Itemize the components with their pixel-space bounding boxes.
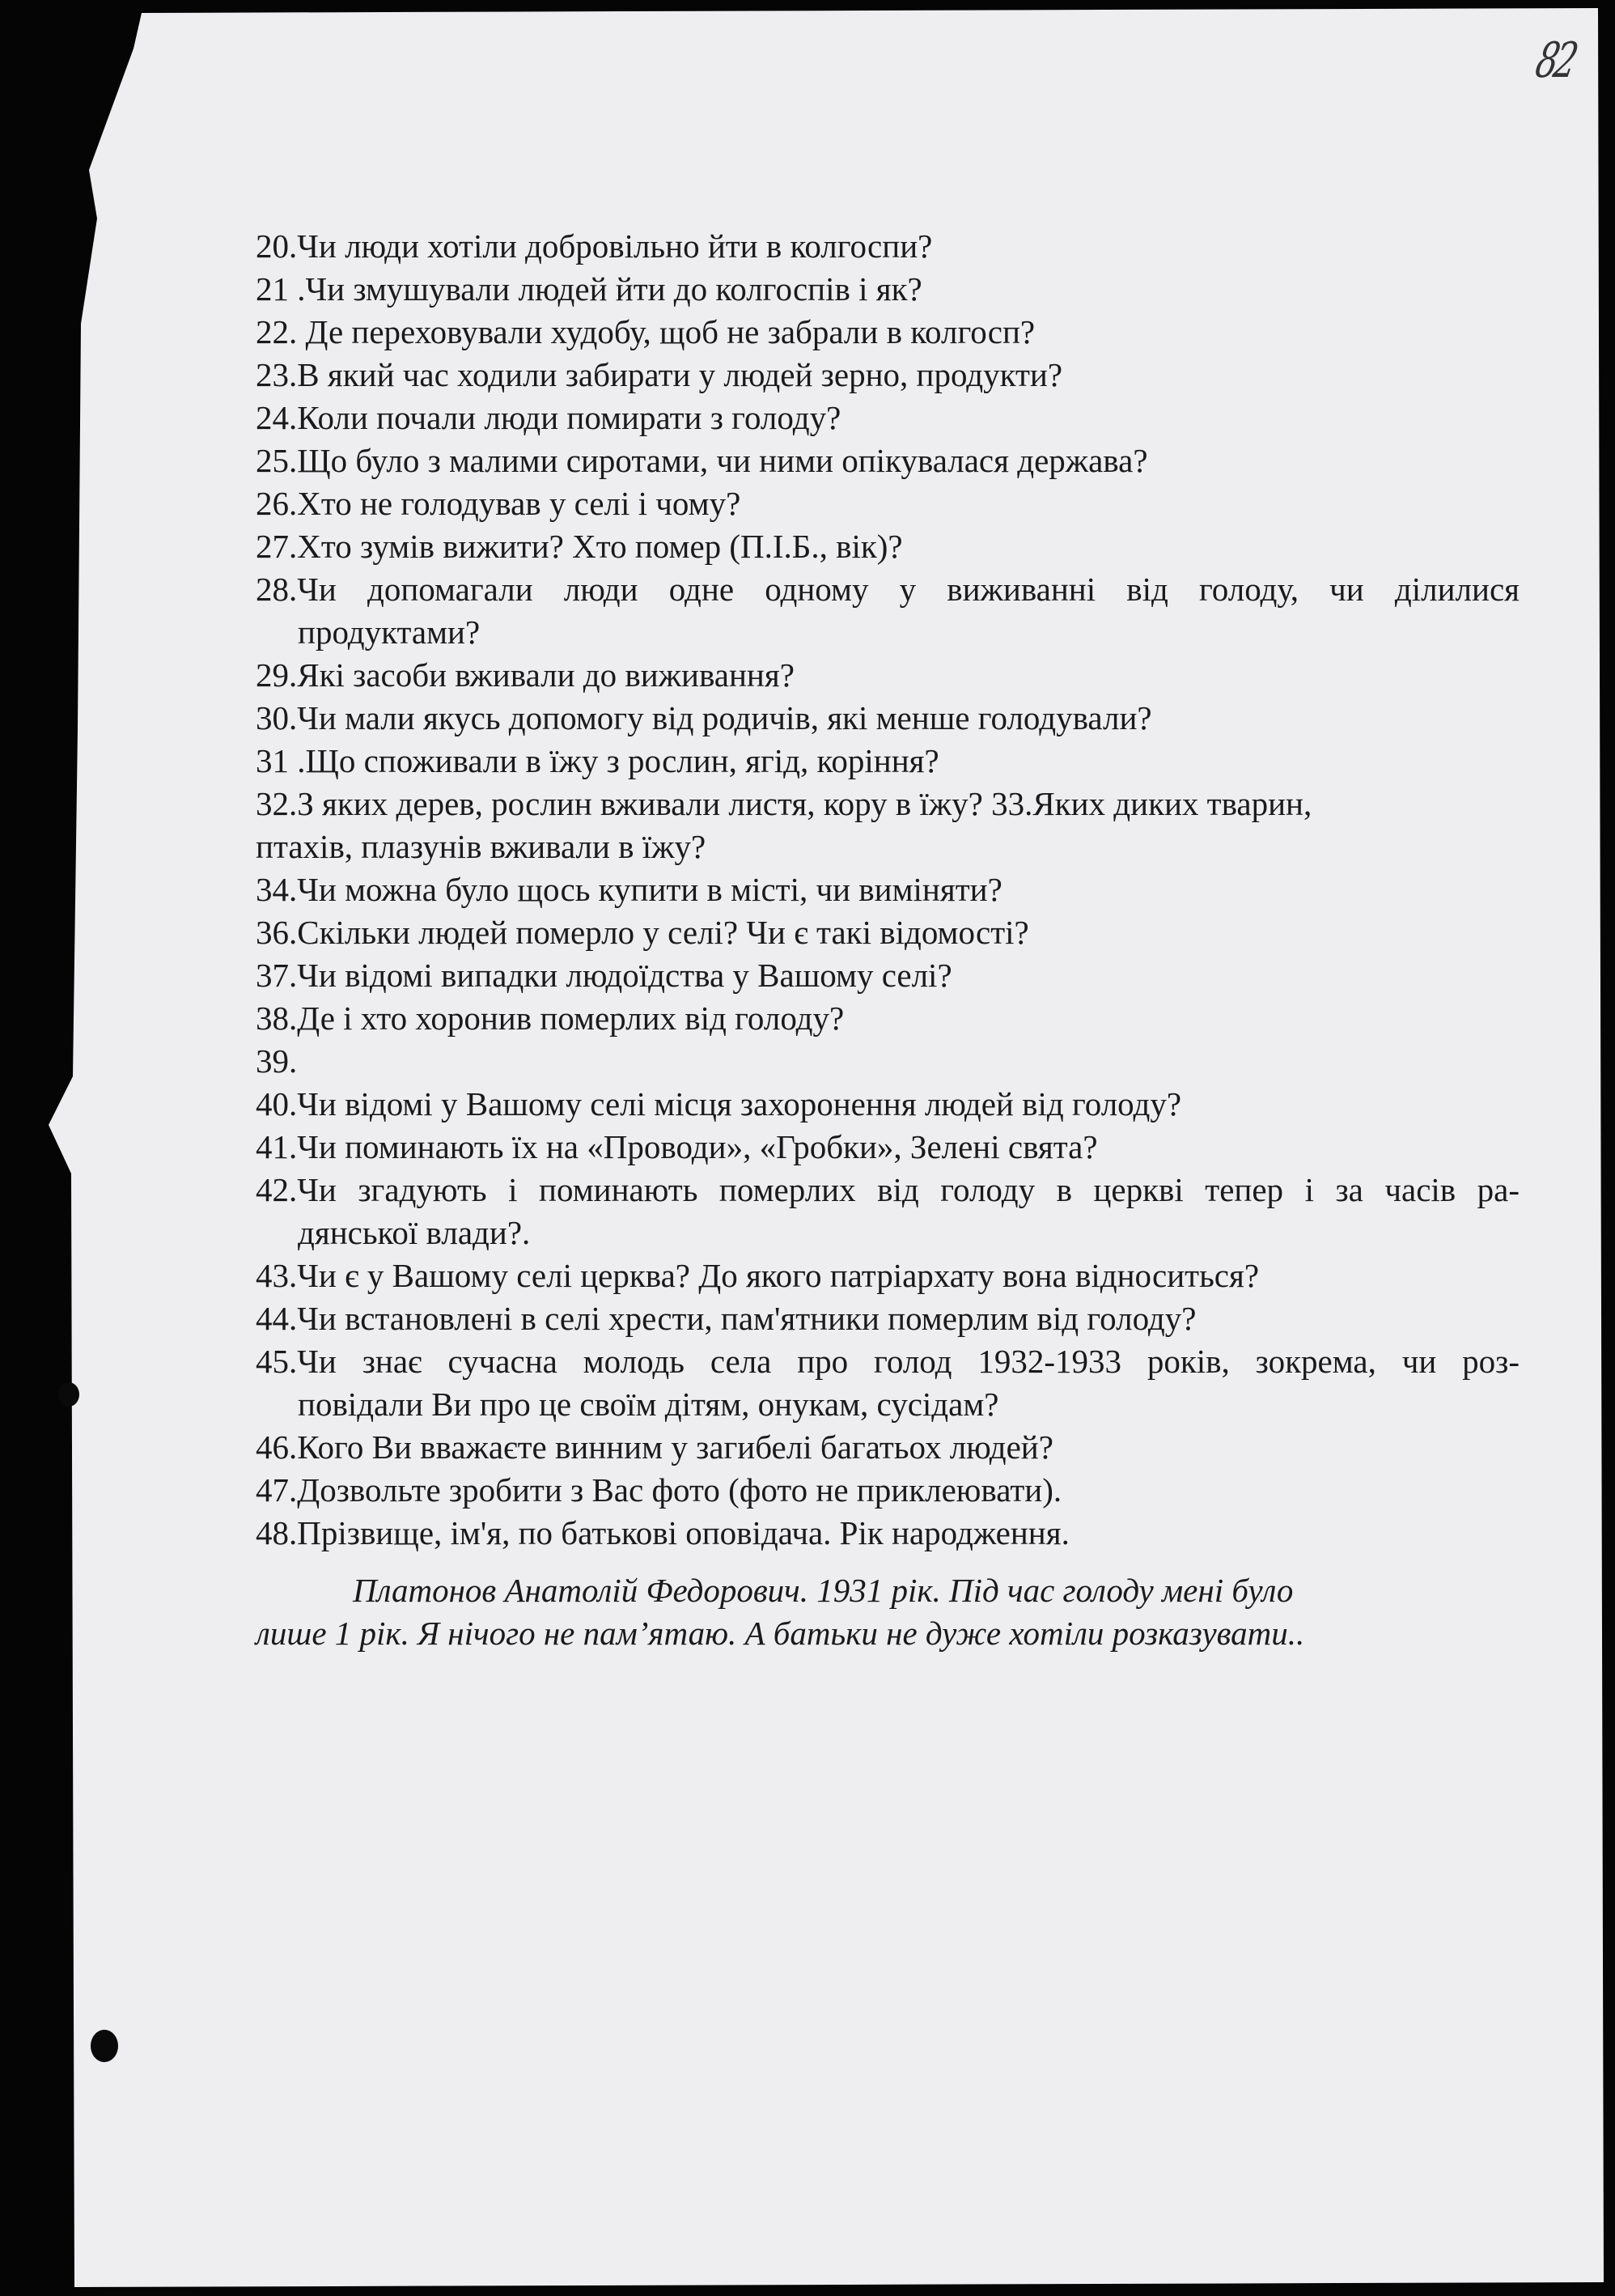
question-item bbox=[256, 997, 1520, 1040]
punch-hole bbox=[58, 1382, 79, 1407]
question-item bbox=[256, 697, 1520, 740]
question-text: 24.Коли почали люди помирати з голоду? bbox=[256, 399, 841, 436]
question-text-continuation: повідали Ви про це своїм дітям, онукам, сусідам? bbox=[298, 1386, 999, 1423]
question-text: 47.Дозвольте зробити з Вас фото (фото не приклеювати). bbox=[256, 1471, 1062, 1509]
question-text: 26.Хто не голодував у селі і чому? bbox=[256, 485, 741, 522]
question-text: 21 .Чи змушували людей йти до колгоспів і як? bbox=[256, 270, 922, 308]
question-text: 39. bbox=[256, 1042, 298, 1080]
questionnaire bbox=[256, 225, 1520, 1655]
question-text-continuation: птахів, плазунів вживали в їжу? bbox=[256, 828, 706, 865]
question-text: 25.Що було з малими сиротами, чи ними опікувалася держава? bbox=[256, 442, 1148, 479]
question-text: 37.Чи відомі випадки людоїдства у Вашому селі? bbox=[256, 957, 952, 994]
question-item bbox=[256, 1340, 1520, 1426]
question-item bbox=[256, 783, 1520, 868]
answer-line: лише 1 рік. Я нічого не пам’ятаю. А батьки не дуже хотіли розказувати.. bbox=[256, 1615, 1305, 1652]
question-text: 41.Чи поминають їх на «Проводи», «Гробки», Зелені свята? bbox=[256, 1128, 1098, 1165]
question-text: 27.Хто зумів вижити? Хто помер (П.І.Б., вік)? bbox=[256, 528, 903, 565]
question-item bbox=[256, 1426, 1520, 1469]
question-text-continuation: продуктами? bbox=[298, 613, 481, 651]
question-item bbox=[256, 482, 1520, 525]
question-item bbox=[256, 954, 1520, 997]
question-text: 44.Чи встановлені в селі хрести, пам'ятники померлим від голоду? bbox=[256, 1300, 1197, 1337]
question-text: 40.Чи відомі у Вашому селі місця захоронення людей від голоду? bbox=[256, 1085, 1182, 1123]
question-text: 43.Чи є у Вашому селі церква? До якого патріархату вона відноситься? bbox=[256, 1257, 1260, 1294]
question-item bbox=[256, 868, 1520, 911]
answer-line: Платонов Анатолій Федорович. 1931 рік. Під час голоду мені було bbox=[353, 1572, 1294, 1609]
question-item bbox=[256, 225, 1520, 268]
question-text: 31 .Що споживали в їжу з рослин, ягід, коріння? bbox=[256, 742, 939, 779]
question-text: 32.З яких дерев, рослин вживали листя, кору в їжу? 33.Яких диких тварин, bbox=[256, 785, 1312, 822]
narrator-answer bbox=[256, 1569, 1520, 1655]
question-item bbox=[256, 525, 1520, 568]
question-item bbox=[256, 1297, 1520, 1340]
question-text: 23.В який час ходили забирати у людей зерно, продукти? bbox=[256, 356, 1063, 393]
question-item bbox=[256, 1040, 1520, 1083]
question-text: 45.Чи знає сучасна молодь села про голод 1932-1933 років, зокрема, чи роз- bbox=[256, 1343, 1520, 1380]
question-item bbox=[256, 354, 1520, 397]
question-text: 48.Прізвище, ім'я, по батькові оповідача. Рік народження. bbox=[256, 1514, 1070, 1551]
question-item bbox=[256, 311, 1520, 354]
question-text: 38.Де і хто хоронив померлих від голоду? bbox=[256, 999, 845, 1037]
question-text: 20.Чи люди хотіли добровільно йти в колгоспи? bbox=[256, 227, 933, 265]
question-text-continuation: дянської влади?. bbox=[298, 1214, 531, 1251]
question-item bbox=[256, 268, 1520, 311]
question-item bbox=[256, 1512, 1520, 1555]
question-item bbox=[256, 1254, 1520, 1297]
punch-hole bbox=[91, 2030, 118, 2062]
question-item bbox=[256, 568, 1520, 654]
question-text: 34.Чи можна було щось купити в місті, чи виміняти? bbox=[256, 871, 1002, 908]
page-number: 82 bbox=[1531, 32, 1580, 89]
question-text: 28.Чи допомагали люди одне одному у виживанні від голоду, чи ділилися bbox=[256, 571, 1520, 608]
question-text: 46.Кого Ви вважаєте винним у загибелі багатьох людей? bbox=[256, 1428, 1053, 1466]
question-item bbox=[256, 439, 1520, 482]
question-item bbox=[256, 1126, 1520, 1169]
question-text: 36.Скільки людей померло у селі? Чи є такі відомості? bbox=[256, 914, 1029, 951]
question-text: 42.Чи згадують і поминають померлих від голоду в церкві тепер і за часів ра- bbox=[256, 1171, 1520, 1208]
question-text: 22. Де переховували худобу, щоб не забрали в колгосп? bbox=[256, 313, 1036, 350]
question-item bbox=[256, 1169, 1520, 1254]
question-item bbox=[256, 740, 1520, 783]
question-text: 30.Чи мали якусь допомогу від родичів, які менше голодували? bbox=[256, 699, 1152, 736]
question-item bbox=[256, 1083, 1520, 1126]
question-text: 29.Які засоби вживали до виживання? bbox=[256, 656, 795, 694]
question-item bbox=[256, 911, 1520, 954]
question-item bbox=[256, 654, 1520, 697]
question-item bbox=[256, 1469, 1520, 1512]
question-item bbox=[256, 397, 1520, 439]
